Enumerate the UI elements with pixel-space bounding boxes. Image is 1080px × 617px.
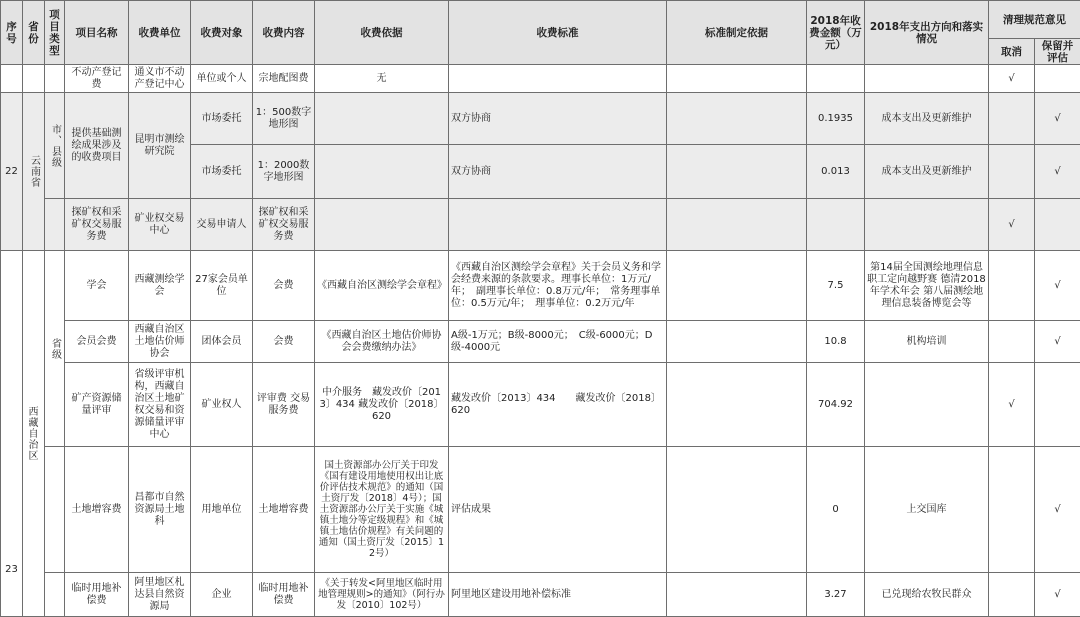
cancel-check: √ xyxy=(989,65,1035,93)
expenditure: 机构培训 xyxy=(865,321,989,363)
header-keep: 保留并评估 xyxy=(1035,39,1080,65)
header-fee-standard: 收费标准 xyxy=(449,1,667,65)
item-type-cell: 省级 xyxy=(45,251,65,447)
fee-unit: 西藏测绘学会 xyxy=(129,251,191,321)
keep-check: √ xyxy=(1035,321,1080,363)
amount: 0.1935 xyxy=(807,93,865,145)
item-name: 提供基础测绘成果涉及的收费项目 xyxy=(65,93,129,199)
fee-content: 会费 xyxy=(253,251,315,321)
fee-content: 会费 xyxy=(253,321,315,363)
table-row xyxy=(1,93,1080,145)
fee-object: 交易申请人 xyxy=(191,199,253,251)
fee-basis: 无 xyxy=(315,65,449,93)
fee-standard: 藏发改价〔2013〕434 藏发改价〔2018〕620 xyxy=(449,363,667,447)
header-item-name: 项目名称 xyxy=(65,1,129,65)
fee-object: 团体会员 xyxy=(191,321,253,363)
fee-object: 市场委托 xyxy=(191,145,253,199)
fee-unit: 昆明市测绘研究院 xyxy=(129,93,191,199)
header-expenditure-2018: 2018年支出方向和落实情况 xyxy=(865,1,989,65)
province-cell: 云南省 xyxy=(23,93,45,251)
header-seq: 序号 xyxy=(1,1,23,65)
fee-unit: 昌都市自然资源局土地科 xyxy=(129,447,191,573)
fee-object: 单位或个人 xyxy=(191,65,253,93)
fee-standard: 双方协商 xyxy=(449,93,667,145)
fee-unit: 阿里地区札达县自然资源局 xyxy=(129,573,191,617)
fee-object: 27家会员单位 xyxy=(191,251,253,321)
fee-content: 探矿权和采矿权交易服务费 xyxy=(253,199,315,251)
amount: 3.27 xyxy=(807,573,865,617)
header-item-type: 项目类型 xyxy=(45,1,65,65)
amount: 10.8 xyxy=(807,321,865,363)
cancel-check: √ xyxy=(989,199,1035,251)
fee-object: 企业 xyxy=(191,573,253,617)
header-fee-unit: 收费单位 xyxy=(129,1,191,65)
amount: 0 xyxy=(807,447,865,573)
amount: 704.92 xyxy=(807,363,865,447)
item-name: 不动产登记费 xyxy=(65,65,129,93)
fee-basis: 《西藏自治区土地估价师协会会费缴纳办法》 xyxy=(315,321,449,363)
item-name: 矿产资源储量评审 xyxy=(65,363,129,447)
fee-basis: 《关于转发<阿里地区临时用地管理规则>的通知》（阿行办发〔2010〕102号） xyxy=(315,573,449,617)
fee-standard: 阿里地区建设用地补偿标准 xyxy=(449,573,667,617)
keep-check: √ xyxy=(1035,251,1080,321)
header-cleanup: 清理规范意见 xyxy=(989,1,1080,39)
item-name: 土地增容费 xyxy=(65,447,129,573)
keep-check: √ xyxy=(1035,447,1080,573)
expenditure: 成本支出及更新维护 xyxy=(865,145,989,199)
table-row xyxy=(1,251,1080,321)
header-standard-basis: 标准制定依据 xyxy=(667,1,807,65)
cancel-check: √ xyxy=(989,363,1035,447)
amount: 0.013 xyxy=(807,145,865,199)
item-name: 会员会费 xyxy=(65,321,129,363)
fee-content: 土地增容费 xyxy=(253,447,315,573)
fee-object: 市场委托 xyxy=(191,93,253,145)
seq-cell: 23 xyxy=(1,251,23,617)
seq-cell: 22 xyxy=(1,93,23,251)
fee-content: 1：2000数字地形图 xyxy=(253,145,315,199)
keep-check: √ xyxy=(1035,145,1080,199)
fee-basis: 《西藏自治区测绘学会章程》 xyxy=(315,251,449,321)
fee-content: 临时用地补偿费 xyxy=(253,573,315,617)
header-amount-2018: 2018年收费金额（万元） xyxy=(807,1,865,65)
header-fee-basis: 收费依据 xyxy=(315,1,449,65)
header-province: 省份 xyxy=(23,1,45,65)
fee-standard: A级-1万元；B级-8000元； C级-6000元；D级-4000元 xyxy=(449,321,667,363)
fee-standard: 双方协商 xyxy=(449,145,667,199)
fee-content: 评审费 交易服务费 xyxy=(253,363,315,447)
fee-object: 用地单位 xyxy=(191,447,253,573)
fee-unit: 矿业权交易中心 xyxy=(129,199,191,251)
expenditure: 成本支出及更新维护 xyxy=(865,93,989,145)
table-row xyxy=(1,447,1080,573)
fee-content: 宗地配图费 xyxy=(253,65,315,93)
table-row xyxy=(1,199,1080,251)
fee-basis: 中介服务 藏发改价〔2013〕434 藏发改价〔2018〕620 xyxy=(315,363,449,447)
fee-unit: 西藏自治区土地估价师协会 xyxy=(129,321,191,363)
table-row xyxy=(1,363,1080,447)
item-name: 学会 xyxy=(65,251,129,321)
expenditure: 已兑现给农牧民群众 xyxy=(865,573,989,617)
item-name: 临时用地补偿费 xyxy=(65,573,129,617)
fee-content: 1：500数字地形图 xyxy=(253,93,315,145)
keep-check: √ xyxy=(1035,573,1080,617)
fee-standard: 《西藏自治区测绘学会章程》关于会员义务和学会经费来源的条款要求。理事长单位：1万元/年； 副理事长单位：0.8万元/年； 常务理事单位：0.5万元/年； 理事单位：0.2万元/年 xyxy=(449,251,667,321)
fee-object: 矿业权人 xyxy=(191,363,253,447)
header-fee-content: 收费内容 xyxy=(253,1,315,65)
province-cell: 西藏自治区 xyxy=(23,251,45,617)
keep-check: √ xyxy=(1035,93,1080,145)
expenditure: 第14届全国测绘地理信息职工定向越野赛 德清2018年学术年会 第八届测绘地理信息装备博览会等 xyxy=(865,251,989,321)
fee-standard: 评估成果 xyxy=(449,447,667,573)
amount: 7.5 xyxy=(807,251,865,321)
header-row-1 xyxy=(1,1,1080,39)
fee-unit: 通义市不动产登记中心 xyxy=(129,65,191,93)
table-row xyxy=(1,65,1080,93)
table-row xyxy=(1,573,1080,617)
fee-basis: 国土资源部办公厅关于印发《国有建设用地使用权出让底价评估技术规范》的通知（国土资厅发〔2018〕4号）；国土资源部办公厅关于实施《城镇土地分等定级规程》和《城镇土地估价规程》有关问题的通知（国土资厅发〔2015〕12号） xyxy=(315,447,449,573)
fee-unit: 省级评审机构，西藏自治区土地矿权交易和资源储量评审中心 xyxy=(129,363,191,447)
expenditure: 上交国库 xyxy=(865,447,989,573)
table-row xyxy=(1,321,1080,363)
item-type-cell: 市、县级 xyxy=(45,93,65,199)
header-fee-object: 收费对象 xyxy=(191,1,253,65)
header-cancel: 取消 xyxy=(989,39,1035,65)
item-name: 探矿权和采矿权交易服务费 xyxy=(65,199,129,251)
